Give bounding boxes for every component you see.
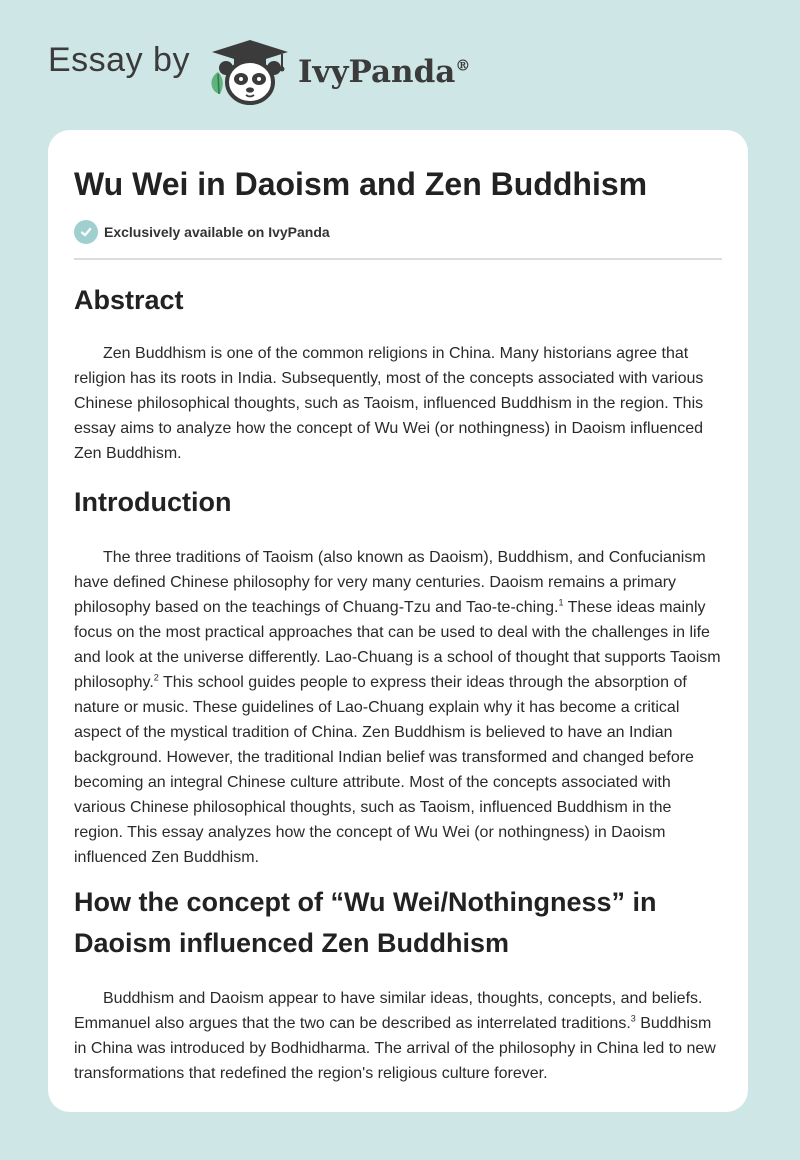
brand-header bbox=[48, 34, 470, 106]
panda-graduate-logo-icon bbox=[204, 34, 296, 106]
brand-name-text: IvyPanda bbox=[297, 54, 456, 90]
badge-label: Exclusively available on IvyPanda bbox=[104, 224, 330, 240]
section-abstract bbox=[74, 280, 722, 466]
essay-card bbox=[48, 130, 748, 1112]
section-introduction bbox=[74, 482, 722, 870]
footnote-ref[interactable]: 1 bbox=[558, 597, 564, 608]
exclusive-badge bbox=[74, 220, 722, 244]
title-divider bbox=[74, 258, 722, 260]
section-heading-introduction: Introduction bbox=[74, 487, 232, 517]
wu-wei-text-1: Buddhism and Daoism appear to have similar ideas, thoughts, concepts, and beliefs. Emmanuel also argues that the two can be described as interrelated traditions. bbox=[74, 990, 703, 1032]
section-heading-wu-wei-influence: How the concept of “Wu Wei/Nothingness” in Daoism influenced Zen Buddhism bbox=[74, 887, 657, 958]
checkmark-icon bbox=[74, 220, 98, 244]
section-heading-abstract: Abstract bbox=[74, 285, 184, 315]
wu-wei-text-2: Buddhism in China was introduced by Bodhidharma. The arrival of the philosophy in China led to new transformations that redefined the region's religious culture forever. bbox=[74, 1015, 716, 1082]
wu-wei-paragraph bbox=[74, 986, 722, 1086]
introduction-paragraph bbox=[74, 545, 722, 870]
registered-mark: ® bbox=[455, 56, 471, 75]
introduction-text-1: The three traditions of Taoism (also known as Daoism), Buddhism, and Confucianism have defined Chinese philosophy for very many centuries. Daoism remains a primary philosophy based on the teachings of Chuang-Tzu and Tao-te-ching. bbox=[74, 549, 706, 616]
brand-prefix: Essay by bbox=[48, 40, 190, 79]
abstract-paragraph: Zen Buddhism is one of the common religions in China. Many historians agree that religion has its roots in India. Subsequently, most of the concepts associated with various Chinese philosophical thoughts, such as Taoism, influenced Buddhism in the region. This essay aims to analyze how the concept of Wu Wei (or nothingness) in Daoism influenced Zen Buddhism. bbox=[74, 345, 704, 462]
footnote-ref[interactable]: 2 bbox=[153, 672, 159, 683]
introduction-text-3: This school guides people to express their ideas through the absorption of nature or music. These guidelines of Lao-Chuang explain why it has become a critical aspect of the mystical tradition of China. Zen Buddhism is believed to have an Indian background. However, the traditional Indian belief was transformed and changed before becoming an integral Chinese culture attribute. Most of the concepts associated with various Chinese philosophical thoughts, such as Taoism, influenced Buddhism in the region. This essay analyzes how the concept of Wu Wei (or nothingness) in Daoism influenced Zen Buddhism. bbox=[74, 674, 694, 866]
section-wu-wei-influence bbox=[74, 882, 722, 1086]
footnote-ref[interactable]: 3 bbox=[630, 1013, 636, 1024]
introduction-text-2: These ideas mainly focus on the most practical approaches that can be used to deal with the challenges in life and look at the universe differently. Lao-Chuang is a school of thought that supports Taoism philosophy. bbox=[74, 599, 721, 691]
brand-name bbox=[298, 54, 470, 90]
page-title: Wu Wei in Daoism and Zen Buddhism bbox=[74, 166, 648, 202]
